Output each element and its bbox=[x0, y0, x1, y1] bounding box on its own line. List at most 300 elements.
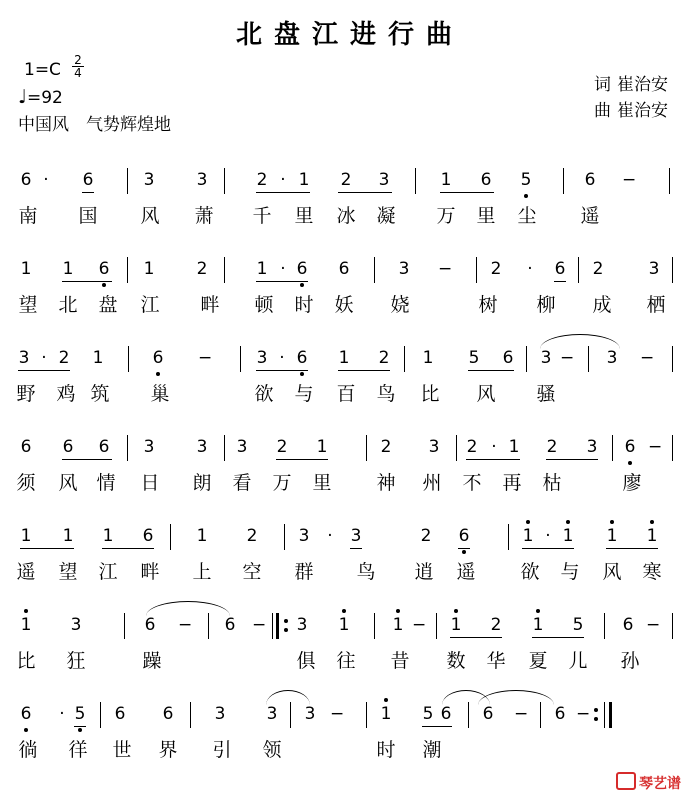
bar-line bbox=[224, 168, 225, 194]
lyric-char: 顿 bbox=[254, 294, 274, 316]
lyric-char: 里 bbox=[476, 205, 496, 227]
lyric-char: 寒 bbox=[642, 561, 662, 583]
notation-line bbox=[0, 255, 700, 285]
high-octave-dot bbox=[342, 609, 346, 613]
underline bbox=[256, 192, 310, 193]
note: 1 bbox=[20, 259, 32, 279]
bar-line bbox=[127, 168, 128, 194]
bar-line bbox=[672, 257, 673, 283]
note: 3 bbox=[256, 348, 268, 368]
bar-line bbox=[224, 257, 225, 283]
lyric-char: 风 bbox=[602, 561, 622, 583]
note: 6 bbox=[142, 526, 154, 546]
bar-line bbox=[170, 524, 171, 550]
note: 2 bbox=[380, 437, 392, 457]
note: 2 bbox=[592, 259, 604, 279]
underline bbox=[468, 370, 514, 371]
note: 1 bbox=[196, 526, 208, 546]
note: 2 bbox=[546, 437, 558, 457]
note: 3 bbox=[196, 170, 208, 190]
lyric-char: 万 bbox=[272, 472, 292, 494]
underline bbox=[18, 370, 70, 371]
lyric-char: 儿 bbox=[568, 650, 588, 672]
note: 1 bbox=[532, 615, 544, 635]
lyric-char: 枯 bbox=[542, 472, 562, 494]
note: 1 bbox=[102, 526, 114, 546]
note: 3 bbox=[143, 170, 155, 190]
note: 5 bbox=[468, 348, 480, 368]
note: 1 bbox=[62, 259, 74, 279]
score-row bbox=[0, 611, 700, 701]
bar-line bbox=[672, 346, 673, 372]
bar-line bbox=[456, 435, 457, 461]
note: 3 bbox=[350, 526, 362, 546]
note: 1 bbox=[316, 437, 328, 457]
low-octave-dot bbox=[78, 728, 82, 732]
notation-line bbox=[0, 344, 700, 374]
note: 6 bbox=[296, 348, 308, 368]
tempo-value: =92 bbox=[26, 88, 63, 108]
dash-mark: − bbox=[412, 615, 427, 635]
note: 6 bbox=[98, 437, 110, 457]
bar-line bbox=[672, 613, 673, 639]
lyric-char: 时 bbox=[294, 294, 314, 316]
lyric-char: 畔 bbox=[140, 561, 160, 583]
note: 1 bbox=[92, 348, 104, 368]
underline bbox=[440, 192, 494, 193]
dash-mark: − bbox=[646, 615, 661, 635]
lyrics-label: 词 bbox=[594, 75, 611, 95]
note: 1 bbox=[338, 348, 350, 368]
bar-line bbox=[672, 435, 673, 461]
composer-line bbox=[594, 98, 668, 124]
note: 6 bbox=[20, 704, 32, 724]
lyric-char: 时 bbox=[376, 739, 396, 761]
bar-line bbox=[366, 702, 367, 728]
bar-line bbox=[563, 168, 564, 194]
lyric-char: 与 bbox=[294, 383, 314, 405]
note: 5 bbox=[572, 615, 584, 635]
repeat-end-barline bbox=[604, 702, 605, 728]
bar-line bbox=[100, 702, 101, 728]
note: 3 bbox=[196, 437, 208, 457]
song-title: 北盘江进行曲 bbox=[235, 20, 464, 50]
underline bbox=[62, 459, 112, 460]
note: 1 bbox=[62, 526, 74, 546]
notation-line bbox=[0, 433, 700, 463]
note: 6 bbox=[62, 437, 74, 457]
dot-mark: · bbox=[545, 526, 551, 546]
note: 6 bbox=[554, 704, 566, 724]
note: 5 bbox=[74, 704, 86, 724]
bar-line bbox=[540, 702, 541, 728]
lyric-char: 逍 bbox=[414, 561, 434, 583]
lyric-char: 野 bbox=[16, 383, 36, 405]
note: 6 bbox=[20, 170, 32, 190]
underline bbox=[102, 548, 154, 549]
lyric-char: 世 bbox=[112, 739, 132, 761]
note: 3 bbox=[398, 259, 410, 279]
note: 3 bbox=[304, 704, 316, 724]
dot-mark: · bbox=[41, 348, 47, 368]
bar-line bbox=[588, 346, 589, 372]
bar-line bbox=[366, 435, 367, 461]
note: 6 bbox=[114, 704, 126, 724]
note: 1 bbox=[298, 170, 310, 190]
lyric-char: 躁 bbox=[142, 650, 162, 672]
bar-line bbox=[404, 346, 405, 372]
lyric-char: 南 bbox=[18, 205, 38, 227]
repeat-end-thick bbox=[609, 702, 612, 728]
lyric-char: 欲 bbox=[520, 561, 540, 583]
underline bbox=[338, 370, 390, 371]
lyric-char: 遥 bbox=[16, 561, 36, 583]
dot-mark: · bbox=[491, 437, 497, 457]
lyric-char: 往 bbox=[336, 650, 356, 672]
note: 1 bbox=[606, 526, 618, 546]
note: 3 bbox=[70, 615, 82, 635]
note: 2 bbox=[256, 170, 268, 190]
note: 6 bbox=[502, 348, 514, 368]
note: 6 bbox=[82, 170, 94, 190]
note: 1 bbox=[20, 615, 32, 635]
repeat-start-barline bbox=[272, 613, 273, 639]
underline bbox=[256, 370, 308, 371]
note: 2 bbox=[276, 437, 288, 457]
note: 2 bbox=[490, 259, 502, 279]
lyric-char: 须 bbox=[16, 472, 36, 494]
note: 3 bbox=[214, 704, 226, 724]
note: 6 bbox=[440, 704, 452, 724]
lyric-char: 遥 bbox=[580, 205, 600, 227]
bar-line bbox=[604, 613, 605, 639]
lyric-char: 千 bbox=[252, 205, 272, 227]
note: 2 bbox=[246, 526, 258, 546]
score-row bbox=[0, 433, 700, 523]
note: 2 bbox=[490, 615, 502, 635]
tempo-marking bbox=[18, 86, 63, 108]
lyric-char: 朗 bbox=[192, 472, 212, 494]
note: 6 bbox=[152, 348, 164, 368]
lyric-char: 巢 bbox=[150, 383, 170, 405]
note: 2 bbox=[420, 526, 432, 546]
score-row bbox=[0, 255, 700, 345]
bar-line bbox=[284, 524, 285, 550]
dash-mark: − bbox=[438, 259, 453, 279]
note: 6 bbox=[624, 437, 636, 457]
underline bbox=[74, 726, 86, 727]
bar-line bbox=[374, 613, 375, 639]
note: 3 bbox=[298, 526, 310, 546]
high-octave-dot bbox=[396, 609, 400, 613]
note: 1 bbox=[256, 259, 268, 279]
lyric-char: 再 bbox=[502, 472, 522, 494]
low-octave-dot bbox=[24, 728, 28, 732]
logo-icon bbox=[616, 772, 636, 790]
low-octave-dot bbox=[462, 550, 466, 554]
lyric-char: 畔 bbox=[200, 294, 220, 316]
note: 1 bbox=[422, 348, 434, 368]
note: 1 bbox=[338, 615, 350, 635]
high-octave-dot bbox=[566, 520, 570, 524]
bar-line bbox=[612, 435, 613, 461]
lyric-char: 盘 bbox=[98, 294, 118, 316]
lyric-char: 潮 bbox=[422, 739, 442, 761]
lyric-char: 里 bbox=[312, 472, 332, 494]
notation-line bbox=[0, 611, 700, 641]
lyric-char: 柳 bbox=[536, 294, 556, 316]
note: 6 bbox=[458, 526, 470, 546]
bar-line bbox=[290, 702, 291, 728]
lyric-char: 夏 bbox=[528, 650, 548, 672]
high-octave-dot bbox=[454, 609, 458, 613]
underline bbox=[522, 548, 574, 549]
lyric-char: 廖 bbox=[622, 472, 642, 494]
lyric-char: 尘 bbox=[517, 205, 537, 227]
lyric-char: 风 bbox=[476, 383, 496, 405]
bar-line bbox=[240, 346, 241, 372]
lyrics-line bbox=[0, 469, 700, 499]
lyric-char: 数 bbox=[446, 650, 466, 672]
dash-mark: − bbox=[640, 348, 655, 368]
time-signature-bottom: 4 bbox=[72, 66, 84, 79]
underline bbox=[62, 281, 112, 282]
lyrics-line bbox=[0, 380, 700, 410]
note: 2 bbox=[466, 437, 478, 457]
underline bbox=[350, 548, 362, 549]
note: 2 bbox=[58, 348, 70, 368]
high-octave-dot bbox=[526, 520, 530, 524]
note: 6 bbox=[338, 259, 350, 279]
bar-line bbox=[476, 257, 477, 283]
bar-line bbox=[127, 257, 128, 283]
note: 6 bbox=[20, 437, 32, 457]
lyric-char: 日 bbox=[140, 472, 160, 494]
underline bbox=[256, 281, 308, 282]
dash-mark: − bbox=[330, 704, 345, 724]
music-label: 曲 bbox=[594, 101, 611, 121]
lyric-char: 万 bbox=[436, 205, 456, 227]
lyrics-line bbox=[0, 291, 700, 321]
underline bbox=[82, 192, 94, 193]
bar-line bbox=[578, 257, 579, 283]
bar-line bbox=[208, 613, 209, 639]
lyric-char: 比 bbox=[420, 383, 440, 405]
dash-mark: − bbox=[514, 704, 529, 724]
lyric-char: 树 bbox=[478, 294, 498, 316]
note: 6 bbox=[296, 259, 308, 279]
lyric-char: 筑 bbox=[90, 383, 110, 405]
underline bbox=[276, 459, 328, 460]
repeat-dots bbox=[284, 619, 288, 637]
high-octave-dot bbox=[24, 609, 28, 613]
underline bbox=[458, 548, 470, 549]
lyrics-line bbox=[0, 202, 700, 232]
lyric-char: 江 bbox=[98, 561, 118, 583]
note: 2 bbox=[196, 259, 208, 279]
bar-line bbox=[190, 702, 191, 728]
score-row bbox=[0, 700, 700, 790]
note: 3 bbox=[606, 348, 618, 368]
repeat-start-thick bbox=[276, 613, 279, 639]
lyric-char: 华 bbox=[486, 650, 506, 672]
composer-name: 崔治安 bbox=[617, 101, 668, 121]
lyrics-line bbox=[0, 736, 700, 766]
note: 1 bbox=[440, 170, 452, 190]
underline bbox=[606, 548, 658, 549]
dot-mark: · bbox=[43, 170, 49, 190]
underline bbox=[466, 459, 520, 460]
lyric-char: 望 bbox=[18, 294, 38, 316]
lyric-char: 昔 bbox=[390, 650, 410, 672]
notation-line bbox=[0, 166, 700, 196]
lyric-char: 凝 bbox=[376, 205, 396, 227]
notation-line bbox=[0, 700, 700, 730]
lyric-char: 遥 bbox=[456, 561, 476, 583]
underline bbox=[554, 281, 566, 282]
note: 3 bbox=[540, 348, 552, 368]
repeat-dots bbox=[594, 708, 598, 726]
note: 6 bbox=[480, 170, 492, 190]
note: 1 bbox=[450, 615, 462, 635]
quarter-note-icon: ♩ bbox=[18, 86, 27, 108]
lyricist-line bbox=[594, 72, 668, 98]
lyric-char: 鸡 bbox=[56, 383, 76, 405]
underline bbox=[422, 726, 452, 727]
lyric-char: 栖 bbox=[646, 294, 666, 316]
note: 1 bbox=[392, 615, 404, 635]
note: 3 bbox=[266, 704, 278, 724]
lyric-char: 徉 bbox=[68, 739, 88, 761]
note: 6 bbox=[482, 704, 494, 724]
lyric-char: 北 bbox=[58, 294, 78, 316]
lyric-char: 情 bbox=[96, 472, 116, 494]
lyric-char: 引 bbox=[212, 739, 232, 761]
note: 1 bbox=[562, 526, 574, 546]
credits bbox=[594, 72, 668, 124]
low-octave-dot bbox=[300, 283, 304, 287]
score-row bbox=[0, 344, 700, 434]
note: 5 bbox=[422, 704, 434, 724]
note: 3 bbox=[296, 615, 308, 635]
lyric-char: 欲 bbox=[254, 383, 274, 405]
low-octave-dot bbox=[102, 283, 106, 287]
lyric-char: 娆 bbox=[390, 294, 410, 316]
dash-mark: − bbox=[622, 170, 637, 190]
lyric-char: 与 bbox=[560, 561, 580, 583]
dash-mark: − bbox=[560, 348, 575, 368]
bar-line bbox=[669, 168, 670, 194]
bar-line bbox=[128, 346, 129, 372]
watermark-logo bbox=[616, 772, 681, 793]
lyric-char: 上 bbox=[192, 561, 212, 583]
low-octave-dot bbox=[300, 372, 304, 376]
bar-line bbox=[224, 435, 225, 461]
note: 2 bbox=[378, 348, 390, 368]
style-marking: 中国风 气势辉煌地 bbox=[18, 115, 171, 135]
high-octave-dot bbox=[610, 520, 614, 524]
note: 1 bbox=[380, 704, 392, 724]
note: 3 bbox=[18, 348, 30, 368]
note: 5 bbox=[520, 170, 532, 190]
bar-line bbox=[526, 346, 527, 372]
lyric-char: 鸟 bbox=[376, 383, 396, 405]
lyric-char: 领 bbox=[262, 739, 282, 761]
lyric-char: 空 bbox=[242, 561, 262, 583]
note: 6 bbox=[144, 615, 156, 635]
lyric-char: 妖 bbox=[334, 294, 354, 316]
note: 3 bbox=[428, 437, 440, 457]
note: 6 bbox=[162, 704, 174, 724]
note: 3 bbox=[586, 437, 598, 457]
lyric-char: 萧 bbox=[194, 205, 214, 227]
lyrics-line bbox=[0, 558, 700, 588]
lyric-char: 成 bbox=[592, 294, 612, 316]
underline bbox=[450, 637, 502, 638]
note: 6 bbox=[224, 615, 236, 635]
dot-mark: · bbox=[279, 348, 285, 368]
note: 1 bbox=[20, 526, 32, 546]
key-signature: 1=C bbox=[24, 60, 61, 80]
lyric-char: 鸟 bbox=[356, 561, 376, 583]
lyric-char: 里 bbox=[294, 205, 314, 227]
high-octave-dot bbox=[384, 698, 388, 702]
lyricist-name: 崔治安 bbox=[617, 75, 668, 95]
time-signature bbox=[72, 54, 84, 79]
lyrics-line bbox=[0, 647, 700, 677]
note: 3 bbox=[236, 437, 248, 457]
dash-mark: − bbox=[252, 615, 267, 635]
note: 1 bbox=[646, 526, 658, 546]
bar-line bbox=[124, 613, 125, 639]
high-octave-dot bbox=[536, 609, 540, 613]
lyric-char: 俱 bbox=[296, 650, 316, 672]
low-octave-dot bbox=[156, 372, 160, 376]
note: 6 bbox=[98, 259, 110, 279]
note: 1 bbox=[508, 437, 520, 457]
bar-line bbox=[508, 524, 509, 550]
lyric-char: 风 bbox=[140, 205, 160, 227]
underline bbox=[546, 459, 598, 460]
lyric-char: 望 bbox=[58, 561, 78, 583]
low-octave-dot bbox=[524, 194, 528, 198]
lyric-char: 比 bbox=[16, 650, 36, 672]
dot-mark: · bbox=[280, 170, 286, 190]
lyric-char: 神 bbox=[376, 472, 396, 494]
underline bbox=[532, 637, 584, 638]
score-row bbox=[0, 522, 700, 612]
lyric-char: 冰 bbox=[336, 205, 356, 227]
bar-line bbox=[436, 613, 437, 639]
note: 1 bbox=[143, 259, 155, 279]
dot-mark: · bbox=[280, 259, 286, 279]
bar-line bbox=[127, 435, 128, 461]
watermark-text: 琴艺谱 bbox=[639, 776, 681, 792]
lyric-char: 国 bbox=[78, 205, 98, 227]
underline bbox=[20, 548, 74, 549]
lyric-char: 州 bbox=[422, 472, 442, 494]
lyric-char: 界 bbox=[158, 739, 178, 761]
lyric-char: 百 bbox=[336, 383, 356, 405]
lyric-char: 狂 bbox=[66, 650, 86, 672]
note: 6 bbox=[622, 615, 634, 635]
bar-line bbox=[468, 702, 469, 728]
dot-mark: · bbox=[327, 526, 333, 546]
dot-mark: · bbox=[527, 259, 533, 279]
note: 6 bbox=[584, 170, 596, 190]
dash-mark: − bbox=[178, 615, 193, 635]
bar-line bbox=[415, 168, 416, 194]
